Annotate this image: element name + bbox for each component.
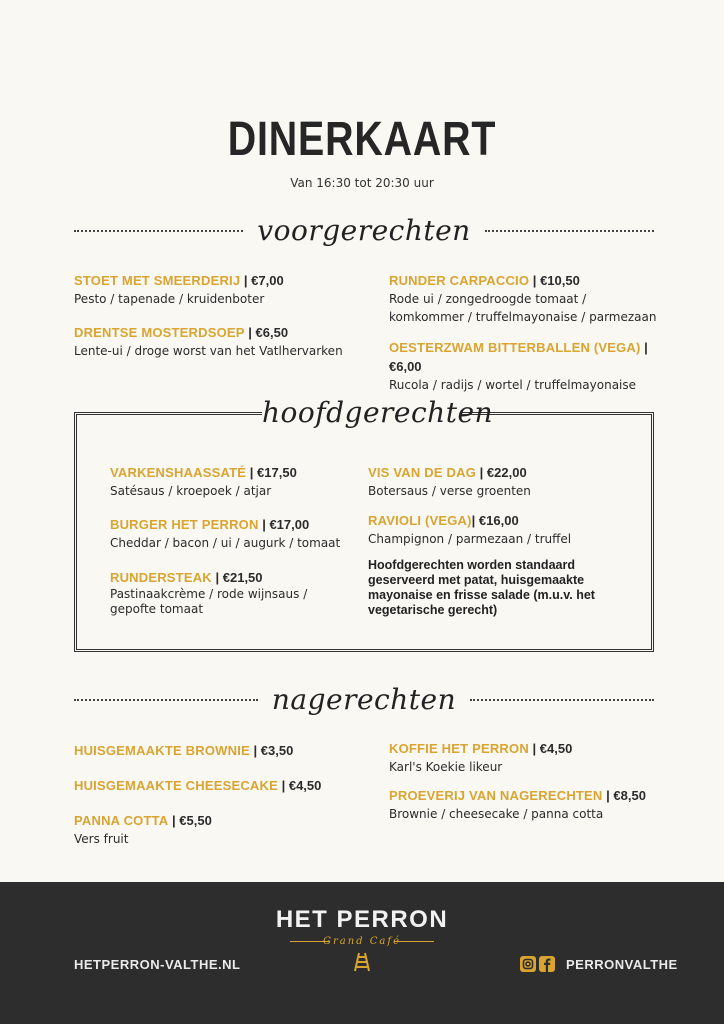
item-price: €7,00 xyxy=(251,273,284,288)
facebook-icon[interactable] xyxy=(539,956,555,972)
website-link[interactable]: HETPERRON-VALTHE.NL xyxy=(74,957,241,972)
item-separator: | xyxy=(249,743,261,758)
item-price: €8,50 xyxy=(613,788,646,803)
divider xyxy=(485,230,654,232)
item-name: PANNA COTTA xyxy=(74,813,169,828)
item-price: €17,00 xyxy=(269,517,310,532)
menu-item xyxy=(74,810,374,848)
menu-item xyxy=(389,270,659,326)
item-price: €17,50 xyxy=(257,465,297,480)
item-name: PROEVERIJ VAN NAGERECHTEN xyxy=(389,788,603,803)
item-separator: | xyxy=(471,513,479,528)
item-separator: | xyxy=(244,325,256,340)
item-price: €3,50 xyxy=(260,743,294,758)
menu-item xyxy=(74,740,374,759)
item-separator: | xyxy=(528,741,540,756)
item-price: €5,50 xyxy=(179,813,212,828)
item-separator: | xyxy=(529,273,541,288)
item-separator: | xyxy=(168,813,180,828)
menu-item xyxy=(110,567,340,617)
item-name: DRENTSE MOSTERDSOEP xyxy=(74,325,245,340)
item-description: Brownie / cheesecake / panna cotta xyxy=(389,807,604,821)
brand-logo: HET PERRON xyxy=(275,906,449,933)
item-description: Botersaus / verse groenten xyxy=(368,484,531,498)
item-name: VARKENSHAASSATÉ xyxy=(110,465,247,480)
item-name: HUISGEMAAKTE CHEESECAKE xyxy=(74,778,278,793)
section-header-voorgerechten xyxy=(74,214,654,247)
opening-hours: Van 16:30 tot 20:30 uur xyxy=(290,176,434,190)
menu-item xyxy=(368,510,638,548)
divider xyxy=(74,230,243,232)
divider xyxy=(74,699,258,701)
item-description: Satésaus / kroepoek / atjar xyxy=(110,484,272,498)
item-description: Vers fruit xyxy=(74,832,129,846)
item-description: Rucola / radijs / wortel / truffelmayonaise xyxy=(389,378,637,392)
section-title: voorgerechten xyxy=(257,214,471,247)
item-description: Rode ui / zongedroogde tomaat / komkommer / truffelmayonaise / parmezaan xyxy=(389,292,657,324)
item-description: Cheddar / bacon / ui / augurk / tomaat xyxy=(110,536,341,550)
page-title: DINERKAART xyxy=(227,113,497,166)
item-description: Pesto / tapenade / kruidenboter xyxy=(74,292,265,306)
item-name: RUNDERSTEAK xyxy=(110,570,212,585)
item-separator: | xyxy=(240,273,252,288)
menu-item xyxy=(110,462,410,500)
divider xyxy=(470,699,654,701)
item-name: STOET MET SMEERDERIJ xyxy=(74,273,241,288)
section-title: nagerechten xyxy=(271,683,457,716)
menu-item xyxy=(74,270,374,308)
rail-track-icon xyxy=(352,952,372,972)
menu-item xyxy=(110,514,410,552)
menu-item xyxy=(389,785,659,823)
item-name: VIS VAN DE DAG xyxy=(368,465,477,480)
item-description: Pastinaakcrème / rode wijnsaus / gepofte tomaat xyxy=(110,587,308,616)
item-name: BURGER HET PERRON xyxy=(110,517,259,532)
item-separator: | xyxy=(277,778,289,793)
item-price: €10,50 xyxy=(540,273,580,288)
item-name: KOFFIE HET PERRON xyxy=(389,741,529,756)
item-description: Lente-ui / droge worst van het Vatlhervarken xyxy=(74,344,343,358)
item-separator: | xyxy=(602,788,614,803)
item-price: €22,00 xyxy=(486,465,527,480)
item-price: €4,50 xyxy=(288,778,322,793)
item-price: €16,00 xyxy=(478,513,519,528)
section-title: hoofdgerechten xyxy=(262,396,494,429)
instagram-icon[interactable] xyxy=(520,956,536,972)
menu-item xyxy=(74,322,374,360)
main-course-note: Hoofdgerechten worden standaard geserveerd met patat, huisgemaakte mayonaise en frisse salade (m.u.v. het vegetarische gerecht) xyxy=(368,558,595,617)
menu-item xyxy=(389,337,659,394)
item-name: OESTERZWAM BITTERBALLEN (VEGA) xyxy=(389,340,641,355)
menu-item xyxy=(368,462,638,500)
section-header-nagerechten xyxy=(74,683,654,716)
item-price: €6,00 xyxy=(389,359,422,374)
item-price: €21,50 xyxy=(222,570,263,585)
brand-subtitle: Grand Café xyxy=(323,936,401,947)
item-separator: | xyxy=(258,517,270,532)
item-separator: | xyxy=(246,465,258,480)
item-separator: | xyxy=(640,340,648,355)
item-price: €4,50 xyxy=(539,741,573,756)
menu-item xyxy=(74,775,374,794)
item-name: RAVIOLI (VEGA) xyxy=(368,513,472,528)
item-price: €6,50 xyxy=(255,325,289,340)
item-name: RUNDER CARPACCIO xyxy=(389,273,530,288)
menu-item xyxy=(389,738,659,776)
item-description: Karl's Koekie likeur xyxy=(389,760,503,774)
item-separator: | xyxy=(211,570,223,585)
social-handle[interactable]: PERRONVALTHE xyxy=(566,957,678,972)
item-name: HUISGEMAAKTE BROWNIE xyxy=(74,743,250,758)
item-separator: | xyxy=(476,465,487,480)
item-description: Champignon / parmezaan / truffel xyxy=(368,532,572,546)
